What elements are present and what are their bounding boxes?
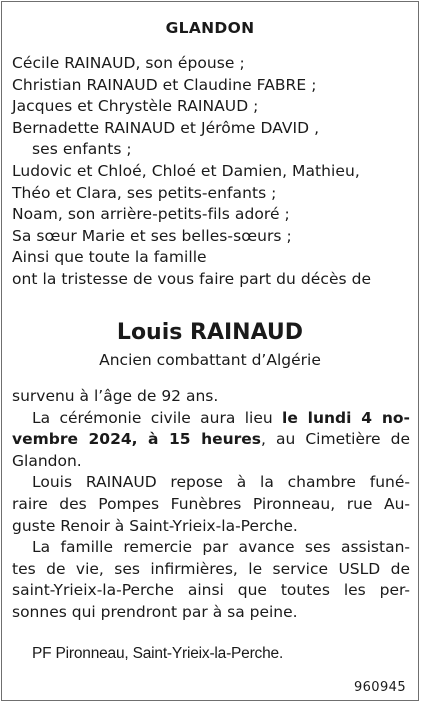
thanks-line-3: saint-Yrieix-la-Perche ainsi que toutes les per-	[12, 581, 410, 600]
funeral-home-signature: PF Pironneau, Saint-Yrieix-la-Perche.	[32, 645, 284, 662]
ceremony-line-2	[12, 429, 410, 451]
family-line: ses enfants ;	[32, 140, 132, 159]
age-line: survenu à l’âge de 92 ans.	[12, 387, 219, 405]
deceased-title: Ancien combattant d’Algérie	[99, 351, 321, 369]
deceased-name: Louis RAINAUD	[116, 320, 304, 345]
thanks-line-4: sonnes qui prendront par à sa peine.	[12, 602, 298, 621]
thanks-line-1: La famille remercie par avance ses assistan-	[32, 538, 410, 557]
rest-line-1: Louis RAINAUD repose à la chambre funé-	[32, 473, 410, 492]
ceremony-text: , au Cimetière de	[261, 430, 410, 449]
family-list	[12, 53, 412, 291]
family-line: Bernadette RAINAUD et Jérôme DAVID ,	[12, 118, 320, 137]
notice-place-heading: GLANDON	[165, 19, 255, 37]
family-line: Noam, son arrière-petits-fils adoré ;	[12, 205, 290, 224]
ceremony-paragraph	[12, 408, 410, 473]
family-line: Cécile RAINAUD, son épouse ;	[12, 54, 245, 72]
family-line: Ludovic et Chloé, Chloé et Damien, Mathieu,	[12, 161, 360, 180]
family-line: Sa sœur Marie et ses belles-sœurs ;	[12, 226, 292, 245]
obituary-notice	[1, 1, 419, 701]
rest-line-3: guste Renoir à Saint-Yrieix-la-Perche.	[12, 516, 298, 535]
family-line: Jacques et Chrystèle RAINAUD ;	[12, 97, 259, 116]
ceremony-line-3: Glandon.	[12, 451, 82, 470]
ceremony-line-1	[12, 408, 410, 430]
notice-body	[12, 386, 410, 624]
ceremony-text: La cérémonie civile aura lieu	[32, 408, 283, 427]
thanks-line-2: tes de vie, ses infirmières, le service USLD de	[12, 559, 410, 578]
family-line: ont la tristesse de vous faire part du décès de	[12, 269, 372, 288]
reference-number: 960945	[353, 680, 406, 695]
rest-paragraph	[12, 472, 410, 537]
thanks-paragraph	[12, 537, 410, 623]
rest-line-2: raire des Pompes Funèbres Pironneau, rue Au-	[12, 494, 410, 513]
family-line: Christian RAINAUD et Claudine FABRE ;	[12, 75, 317, 94]
ceremony-date: le lundi 4 no-	[282, 408, 410, 427]
ceremony-time: vembre 2024, à 15 heures	[12, 430, 262, 449]
family-line: Théo et Clara, ses petits-enfants ;	[12, 183, 277, 202]
family-line: Ainsi que toute la famille	[12, 248, 207, 267]
